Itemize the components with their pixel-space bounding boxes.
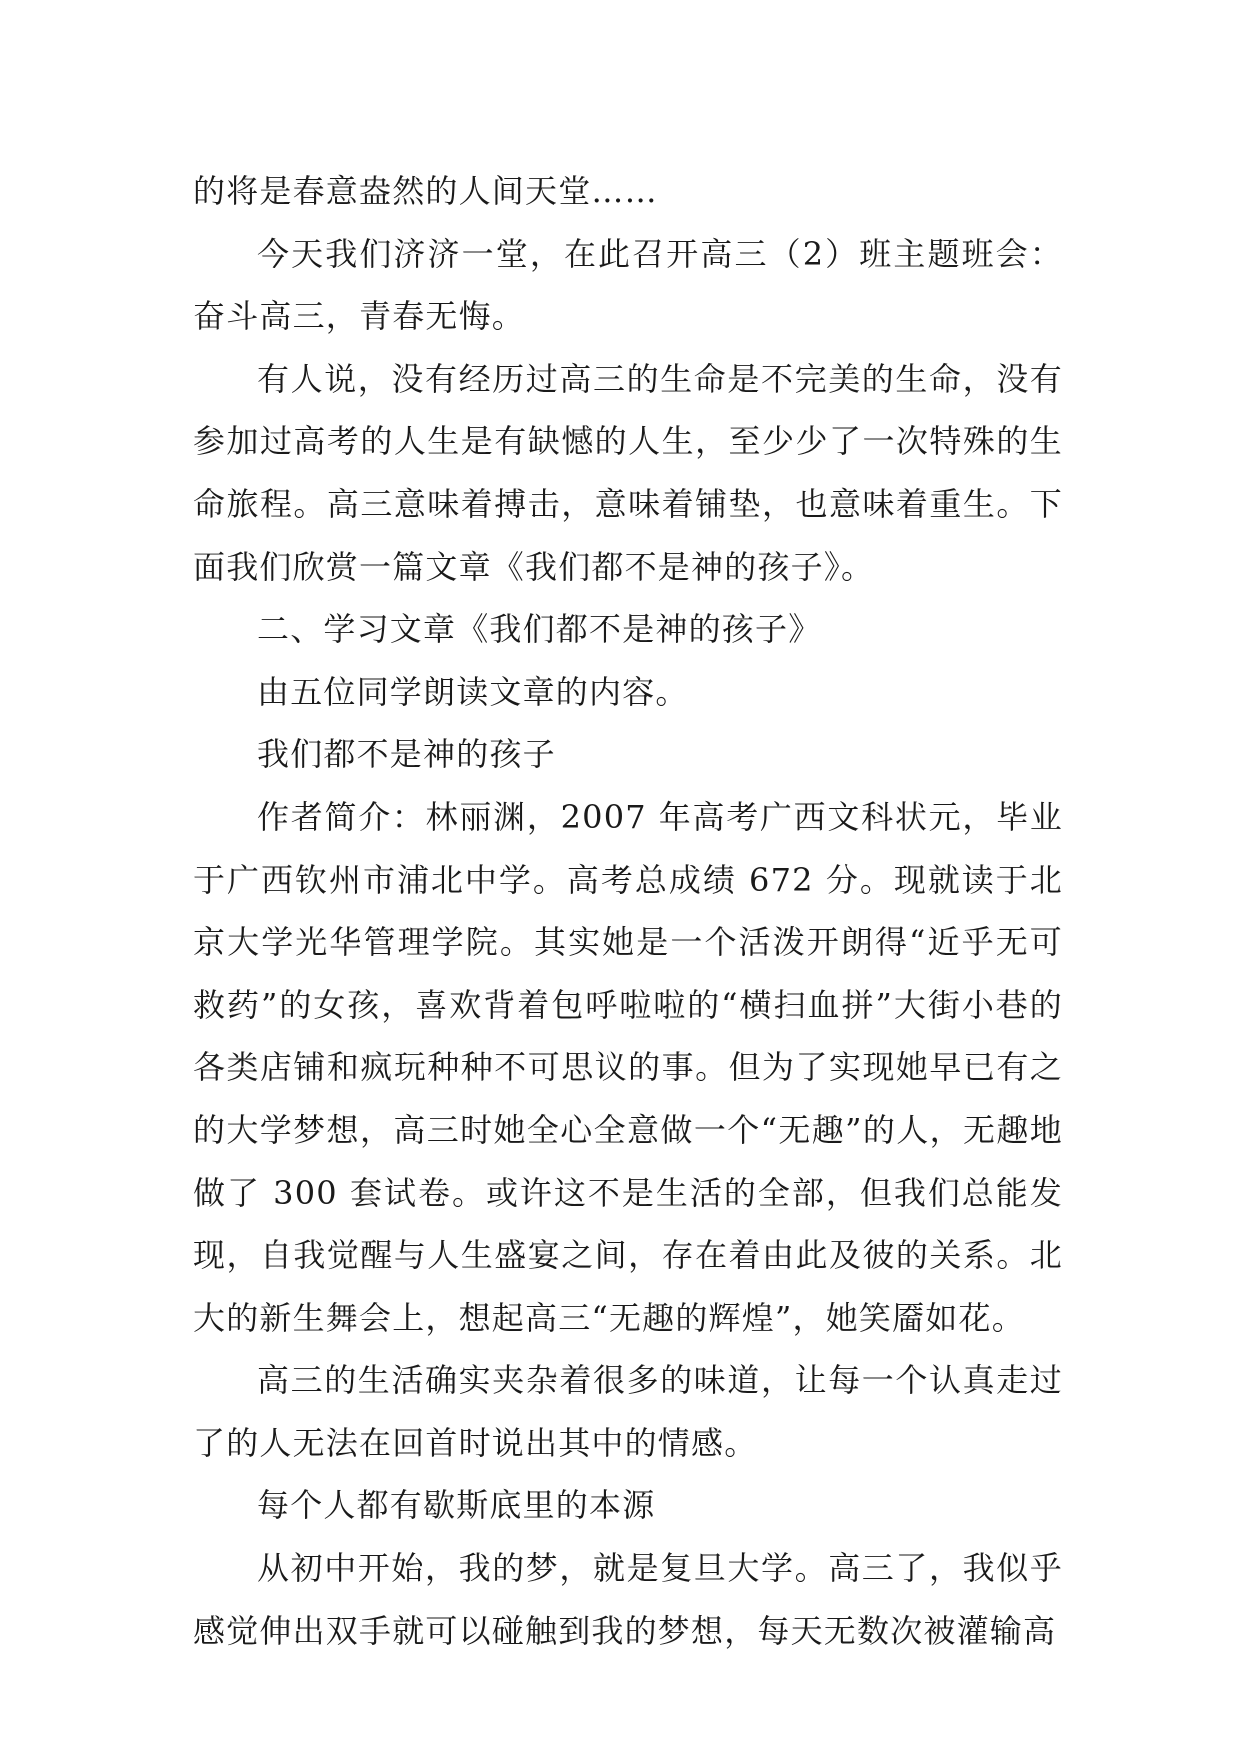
paragraph-class-meeting: 今天我们济济一堂，在此召开高三（2）班主题班会：奋斗高三，青春无悔。 xyxy=(193,234,1063,336)
article-title: 我们都不是神的孩子 xyxy=(257,735,556,774)
paragraph-senior-year: 有人说，没有经历过高三的生命是不完美的生命，没有参加过高考的人生是有缺憾的人生，至少少了一次特殊的生命旅程。高三意味着搏击，意味着铺垫，也意味着重生。下面我们欣赏一篇文章《我们都不是神的孩子》。 xyxy=(193,359,1063,586)
paragraph-senior-life: 高三的生活确实夹杂着很多的味道，让每一个认真走过了的人无法在回首时说出其中的情感。 xyxy=(193,1361,1063,1462)
paragraph-author-intro: 作者简介：林丽渊，2007 年高考广西文科状元，毕业于广西钦州市浦北中学。高考总成绩 672 分。现就读于北京大学光华管理学院。其实她是一个活泼开朗得“近乎无可救药”的女孩，喜欢背着包呼啦啦的“横扫血拼”大街小巷的各类店铺和疯玩种种不可思议的事。但为了实现她早已有之的大学梦想，高三时她全心全意做一个“无趣”的人，无趣地做了 300 套试卷。或许这不是生活的全部，但我们总能发现，自我觉醒与人生盛宴之间，存在着由此及彼的关系。北大的新生舞会上，想起高三“无趣的辉煌”，她笑靥如花。 xyxy=(193,797,1063,1337)
section-heading-study-article: 二、学习文章《我们都不是神的孩子》 xyxy=(257,610,822,649)
paragraph-continuation: 的将是春意盎然的人间天堂…… xyxy=(193,172,658,210)
document-body xyxy=(193,160,1063,1662)
paragraph-reading-note: 由五位同学朗读文章的内容。 xyxy=(257,672,689,711)
paragraph-fudan-dream: 从初中开始，我的梦，就是复旦大学。高三了，我似乎感觉伸出双手就可以碰触到我的梦想，每天无数次被灌输高 xyxy=(193,1549,1063,1650)
subheading-hysteria: 每个人都有歇斯底里的本源 xyxy=(257,1486,656,1525)
